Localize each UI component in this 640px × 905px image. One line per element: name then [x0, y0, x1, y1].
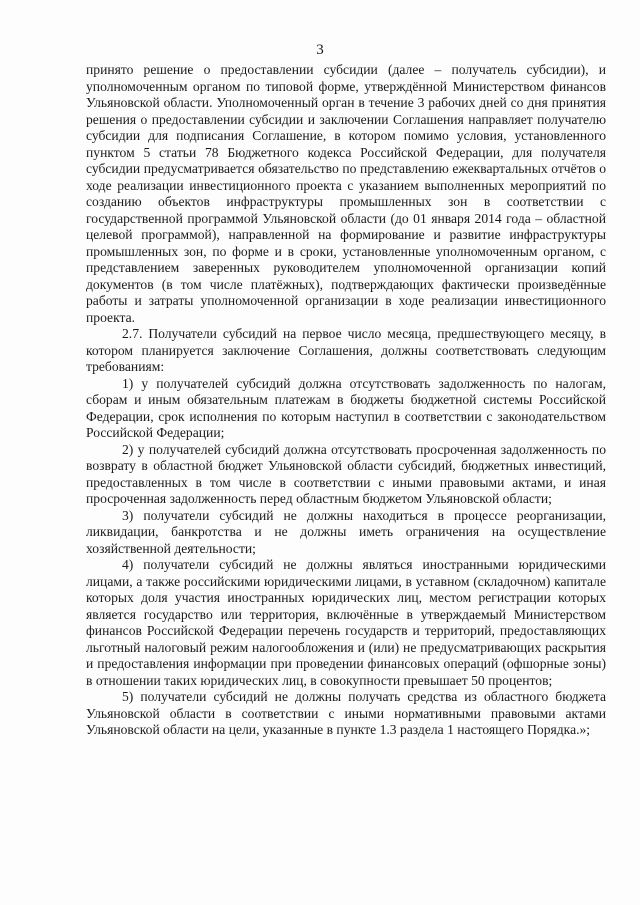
document-body: [86, 62, 606, 739]
paragraph-requirement-5: 5) получатели субсидий не должны получать средства из областного бюджета Ульяновской области в соответствии с иными нормативными правовыми актами Ульяновской области на цели, указанные в пункте 1.3 раздела 1 настоящего Порядка.»;: [86, 689, 606, 737]
paragraph-2-7: 2.7. Получатели субсидий на первое число месяца, предшествующего месяцу, в котором планируется заключение Соглашения, должны соответствовать следующим требованиям:: [86, 326, 606, 374]
paragraph-requirement-4: 4) получатели субсидий не должны являться иностранными юридическими лицами, а также российскими юридическими лицами, в уставном (складочном) капитале которых доля участия иностранных юридических лиц, местом регистрации которых является государство или территория, включённые в утверждаемый Министерством финансов Российской Федерации перечень государств и территорий, предоставляющих льготный налоговый режим налогообложения и (или) не предусматривающих раскрытия и предоставления информации при проведении финансовых операций (офшорные зоны) в отношении таких юридических лиц, в совокупности превышает 50 процентов;: [86, 557, 606, 688]
page-number: 3: [316, 42, 324, 58]
paragraph-requirement-2: 2) у получателей субсидий должна отсутствовать просроченная задолженность по возврату в областной бюджет Ульяновской области субсидий, бюджетных инвестиций, предоставленных в том числе в соответствии с иными правовыми актами, и иная просроченная задолженность перед областным бюджетом Ульяновской области;: [86, 441, 606, 506]
paragraph-requirement-1: 1) у получателей субсидий должна отсутствовать задолженность по налогам, сборам и иным обязательным платежам в бюджеты бюджетной системы Российской Федерации, срок исполнения по которым наступил в соответствии с законодательством Российской Федерации;: [86, 375, 606, 440]
paragraph-requirement-3: 3) получатели субсидий не должны находиться в процессе реорганизации, ликвидации, банкротства и не должны иметь ограничения на осуществление хозяйственной деятельности;: [86, 507, 606, 556]
paragraph-continuation: принято решение о предоставлении субсидии (далее – получатель субсидии), и уполномоченным органом по типовой форме, утверждённой Министерством финансов Ульяновской области. Уполномоченный орган в течение 3 рабочих дней со дня принятия решения о предоставлении субсидии и заключении Соглашения направляет получателю субсидии для подписания Соглашение, в котором помимо условия, установленного пунктом 5 статьи 78 Бюджетного кодекса Российской Федерации, для получателя субсидии предусматривается обязательство по представлению ежеквартальных отчётов о ходе реализации инвестиционного проекта с указанием выполненных мероприятий по созданию объектов инфраструктуры промышленных зон в соответствии с государственной программой Ульяновской области (до 01 января 2014 года – областной целевой программой), направленной на формирование и развитие инфраструктуры промышленных зон, по форме и в сроки, установленные уполномоченным органом, с представлением заверенных руководителем уполномоченной организации копий документов (в том числе платёжных), подтверждающих фактически произведённые работы и затраты уполномоченной организации в ходе реализации инвестиционного проекта.: [86, 62, 606, 325]
